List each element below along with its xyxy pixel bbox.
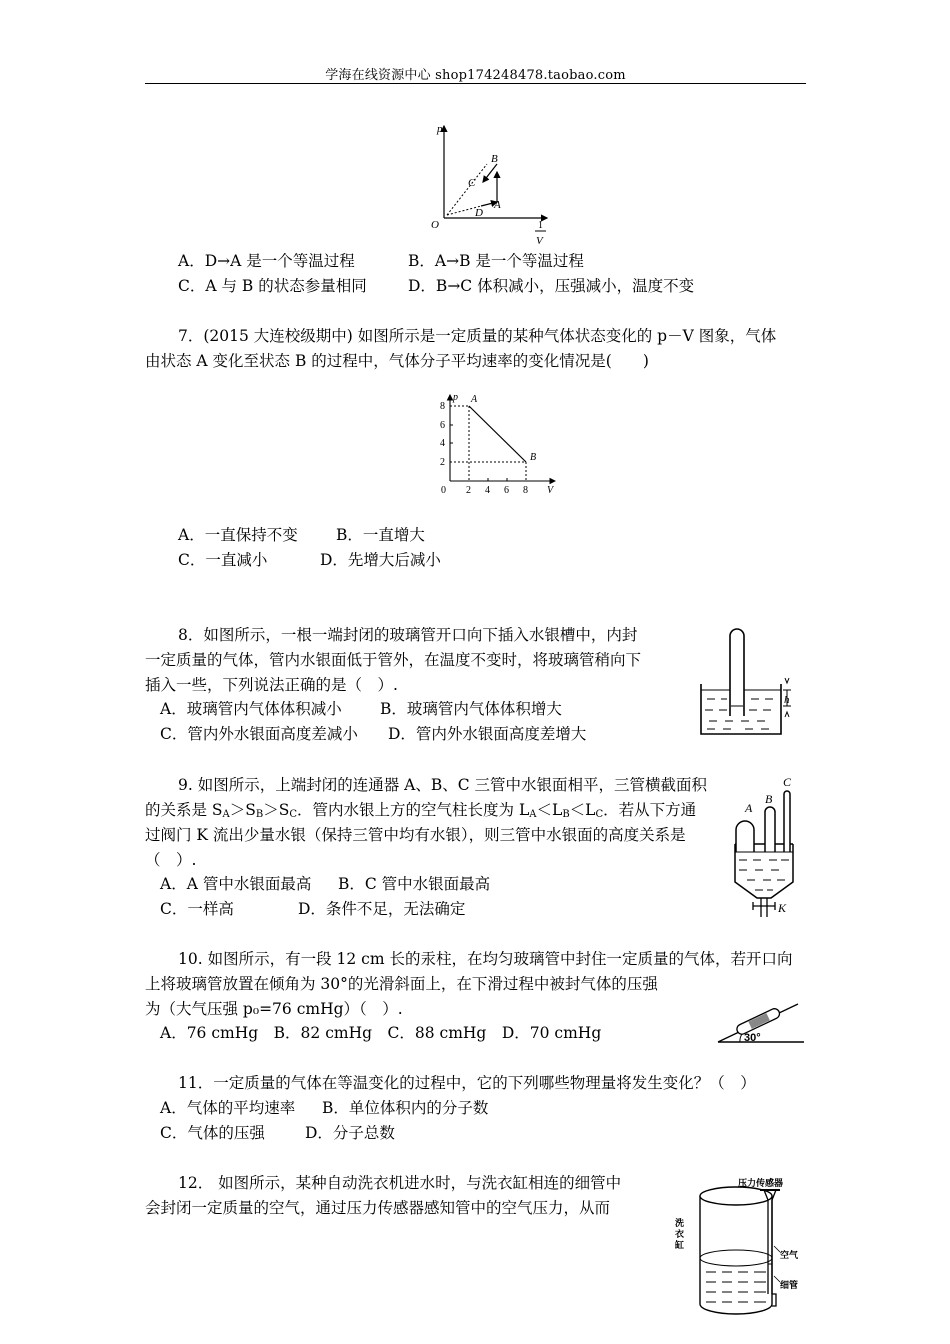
q9-stem-line2: 的关系是 $S_A>S_B>S_C$．管内水银上方的空气柱长度为 $L_A<L_B<L_C$．若从下方通 xyxy=(145,801,697,820)
q6-option-a: A．D→A 是一个等温过程 xyxy=(178,252,355,270)
q8-option-b: B．玻璃管内气体体积增大 xyxy=(380,700,562,718)
q8-option-a: A．玻璃管内气体体积减小 xyxy=(160,700,342,718)
q12-stem-line2: 会封闭一定质量的空气，通过压力传感器感知管中的空气压力，从而 xyxy=(145,1199,611,1217)
x-tick-2: 2 xyxy=(466,485,471,496)
q6-option-c: C．A 与 B 的状态参量相同 xyxy=(178,277,367,295)
tube-label-b: B xyxy=(765,792,773,806)
q11-option-c: C．气体的压强 xyxy=(160,1124,265,1142)
figure-washing-machine xyxy=(672,1176,812,1326)
q8-stem-line2: 一定质量的气体，管内水银面低于管外，在温度不变时，将玻璃管稍向下 xyxy=(145,651,642,669)
figure-mercury-trough xyxy=(695,622,805,742)
y-tick-4: 4 xyxy=(440,438,445,449)
label-pressure-sensor: 压力传感器 xyxy=(738,1179,784,1189)
figure-connected-vessel xyxy=(725,772,815,922)
header-rule xyxy=(145,83,806,84)
q7-stem-line1: 7．(2015 大连校级期中) 如图所示是一定质量的某种气体状态变化的 p－V 图象，气体 xyxy=(178,327,777,345)
q9-option-d: D．条件不足，无法确定 xyxy=(298,900,466,918)
q10-stem-line2: 上将玻璃管放置在倾角为 30°的光滑斜面上，在下滑过程中被封气体的压强 xyxy=(145,975,658,993)
height-label-h: h xyxy=(784,694,790,706)
label-tank: 洗衣缸 xyxy=(675,1219,685,1251)
q11-stem-line1: 11．一定质量的气体在等温变化的过程中，它的下列哪些物理量将发生变化？（ ） xyxy=(178,1074,756,1092)
y-tick-2: 2 xyxy=(440,457,445,468)
page-header: 学海在线资源中心 shop174248478.taobao.com xyxy=(325,68,626,83)
q6-option-b: B．A→B 是一个等温过程 xyxy=(408,252,584,270)
point-label-a: A xyxy=(471,394,478,405)
q8-option-d: D．管内外水银面高度差增大 xyxy=(388,725,587,743)
origin-label: O xyxy=(431,219,439,231)
axis-label-p: p xyxy=(437,123,443,135)
q10-options: A．76 cmHg B．82 cmHg C．88 cmHg D．70 cmHg xyxy=(160,1024,602,1042)
q10-stem-line3: 为（大气压强 p₀=76 cmHg）（ ）. xyxy=(145,1000,403,1018)
origin-label: 0 xyxy=(441,485,446,496)
valve-label-k: K xyxy=(778,901,787,915)
label-air: 空气 xyxy=(780,1251,799,1261)
q9-stem-line3: 过阀门 K 流出少量水银（保持三管中均有水银），则三管中水银面的高度关系是 xyxy=(145,826,686,844)
y-tick-6: 6 xyxy=(440,420,445,431)
q11-option-b: B．单位体积内的分子数 xyxy=(322,1099,489,1117)
q7-option-c: C．一直减小 xyxy=(178,551,268,569)
angle-label: 30° xyxy=(744,1032,761,1044)
q7-option-a: A．一直保持不变 xyxy=(178,526,298,544)
axis-label-p: p xyxy=(453,392,458,403)
q12-stem-line1: 12． 如图所示，某种自动洗衣机进水时，与洗衣缸相连的细管中 xyxy=(178,1174,622,1192)
axis-label-v: V xyxy=(536,235,543,247)
axis-label-one: 1 xyxy=(538,220,543,231)
q9-option-c: C．一样高 xyxy=(160,900,234,918)
q7-stem-line2: 由状态 A 变化至状态 B 的过程中，气体分子平均速率的变化情况是( ) xyxy=(145,352,649,370)
q10-stem-line1: 10. 如图所示，有一段 12 cm 长的汞柱，在均匀玻璃管中封住一定质量的气体，若开口向 xyxy=(178,950,793,968)
x-tick-4: 4 xyxy=(485,485,490,496)
q11-option-d: D．分子总数 xyxy=(305,1124,395,1142)
point-label-b: B xyxy=(491,153,498,165)
figure-p-v-graph xyxy=(428,390,568,500)
figure-incline-tube xyxy=(712,1000,807,1046)
q7-option-b: B．一直增大 xyxy=(336,526,425,544)
x-tick-6: 6 xyxy=(504,485,509,496)
q7-option-d: D．先增大后减小 xyxy=(320,551,441,569)
q9-option-b: B．C 管中水银面最高 xyxy=(338,875,491,893)
label-pipe: 细管 xyxy=(780,1281,799,1291)
q9-stem-line1: 9. 如图所示，上端封闭的连通器 A、B、C 三管中水银面相平，三管横截面积 xyxy=(178,776,708,794)
q9-option-a: A．A 管中水银面最高 xyxy=(160,875,312,893)
q6-option-d: D．B→C 体积减小，压强减小，温度不变 xyxy=(408,277,695,295)
figure-p-inverse-v-graph xyxy=(425,118,555,248)
q8-stem-line1: 8．如图所示，一根一端封闭的玻璃管开口向下插入水银槽中，内封 xyxy=(178,626,638,644)
q9-stem-line4: （ ）. xyxy=(145,851,197,869)
q11-option-a: A．气体的平均速率 xyxy=(160,1099,296,1117)
y-tick-8: 8 xyxy=(440,401,445,412)
point-label-d: D xyxy=(475,207,483,219)
point-label-a: A xyxy=(494,199,501,211)
tube-label-a: A xyxy=(745,801,753,815)
point-label-b: B xyxy=(530,452,537,463)
q8-option-c: C．管内外水银面高度差减小 xyxy=(160,725,358,743)
axis-label-v: V xyxy=(547,485,554,496)
x-tick-8: 8 xyxy=(523,485,528,496)
q8-stem-line3: 插入一些，下列说法正确的是（ ）. xyxy=(145,676,398,694)
point-label-c: C xyxy=(468,177,476,189)
tube-label-c: C xyxy=(783,775,792,789)
